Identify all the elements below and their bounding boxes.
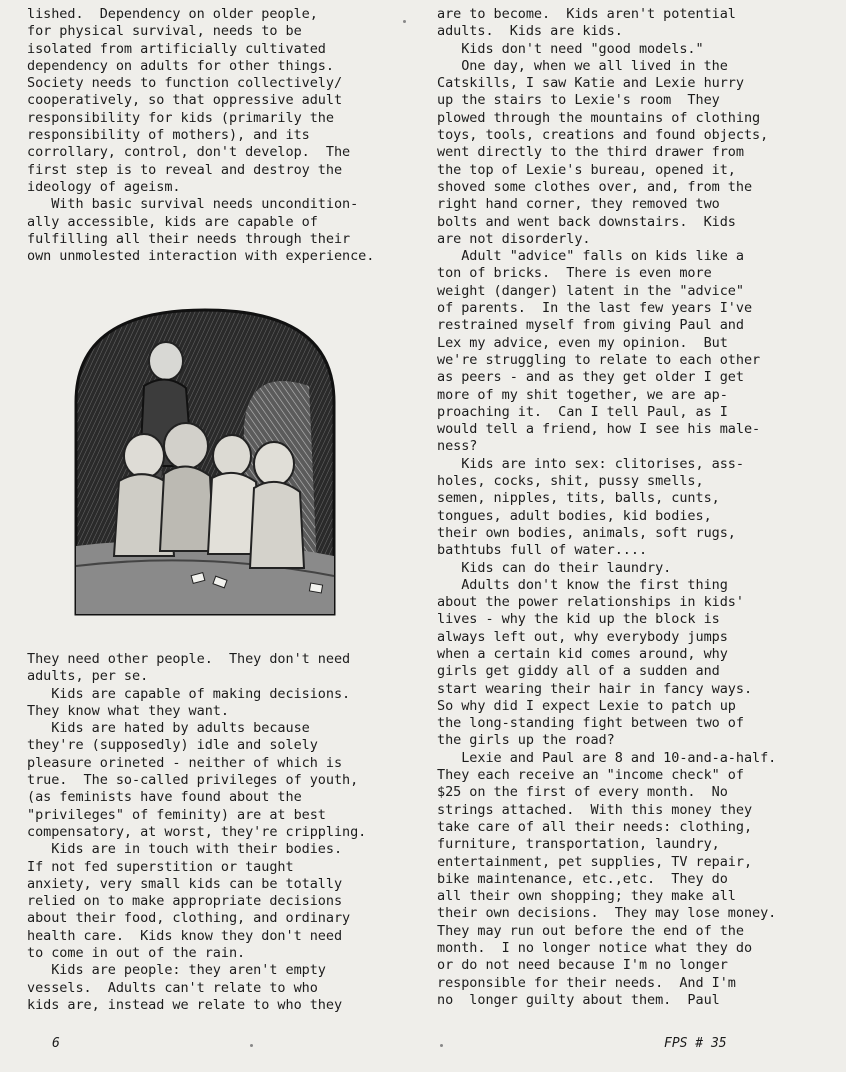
left-paragraph: Kids are people: they aren't empty vessels. Adults can't relate to who kids are, instead we relate to who they (27, 962, 343, 1013)
print-speck (250, 1044, 253, 1047)
engraving-image (74, 306, 336, 616)
left-paragraph: They need other people. They don't need adults, per se. (27, 651, 351, 685)
right-paragraph: Kids can do their laundry. (437, 559, 672, 576)
left-paragraph: With basic survival needs uncondition- ally accessible, kids are capable of fulfilling all their needs through their own unmolested interaction with experience. (27, 196, 375, 265)
kids-illustration (74, 306, 336, 616)
right-paragraph: Lexie and Paul are 8 and 10-and-a-half. They each receive an "income check" of $25 on the first of every month. No strings attached. With this money they take care of all their needs: clothing, furniture, transportation, laundry, entertainment, pet supplies, TV repair, bike maintenance, etc.,etc. They do all their own shopping; they make all their own decisions. They may lose money. They may run out before the end of the month. I no longer notice what they do or do not need because I'm no longer responsible for their needs. And I'm no longer guilty about them. Paul (437, 749, 777, 1008)
issue-label: FPS # 35 (664, 1036, 727, 1051)
left-paragraph: Kids are in touch with their bodies. If not fed superstition or taught anxiety, very small kids can be totally relied on to make appropriate decisions about their food, clothing, and ordinary health care. Kids know they don't need to come in out of the rain. (27, 841, 351, 962)
right-paragraph: One day, when we all lived in the Catskills, I saw Katie and Lexie hurry up the stairs to Lexie's room They plowed through the mountains of clothing toys, tools, creations and found objects, went directly to the third drawer from the top of Lexie's bureau, opened it, shoved some clothes over, and, from the right hand corner, they removed two bolts and went back downstairs. Kids are not disorderly. (437, 57, 769, 247)
print-speck (403, 20, 406, 23)
right-paragraph: Kids are into sex: clitorises, ass- holes, cocks, shit, pussy smells, semen, nipples, tits, balls, cunts, tongues, adult bodies, kid bodies, their own bodies, animals, soft rugs, bathtubs full of water.... (437, 455, 744, 559)
right-paragraph: Adults don't know the first thing about the power relationships in kids' lives - why the kid up the block is always left out, why everybody jumps when a certain kid comes around, why girls get giddy all of a sudden and start wearing their hair in fancy ways. So why did I expect Lexie to patch up the long-standing fight between two of the girls up the road? (437, 576, 753, 749)
print-speck (440, 1044, 443, 1047)
left-paragraph: Kids are hated by adults because they're (supposedly) idle and solely pleasure orineted - neither of which is true. The so-called privileges of youth, (as feminists have found about the "privileges" of feminity) are at best compensatory, at worst, they're crippling. (27, 720, 367, 840)
right-column (437, 6, 835, 1009)
page-number: 6 (52, 1036, 60, 1051)
left-paragraph: Kids are capable of making decisions. They know what they want. (27, 685, 351, 719)
right-paragraph: Kids don't need "good models." (437, 40, 704, 57)
left-column (27, 6, 399, 265)
right-paragraph: are to become. Kids aren't potential adults. Kids are kids. (437, 6, 736, 40)
left-column-lower (27, 651, 399, 1014)
left-paragraph: lished. Dependency on older people, for physical survival, needs to be isolated from artificially cultivated dependency on adults for other things. Society needs to function collectively/ cooperatively, so that oppressive adult responsibility for kids (primarily the responsibility of mothers), and its corrollary, control, don't develop. The first step is to reveal and destroy the ideology of ageism. (27, 6, 351, 195)
right-paragraph: Adult "advice" falls on kids like a ton of bricks. There is even more weight (danger) latent in the "advice" of parents. In the last few years I've restrained myself from giving Paul and Lex my advice, even my opinion. But we're struggling to relate to each other as peers - and as they get older I get more of my shit together, we are ap- proaching it. Can I tell Paul, as I would tell a friend, how I see his male- ness? (437, 248, 761, 455)
